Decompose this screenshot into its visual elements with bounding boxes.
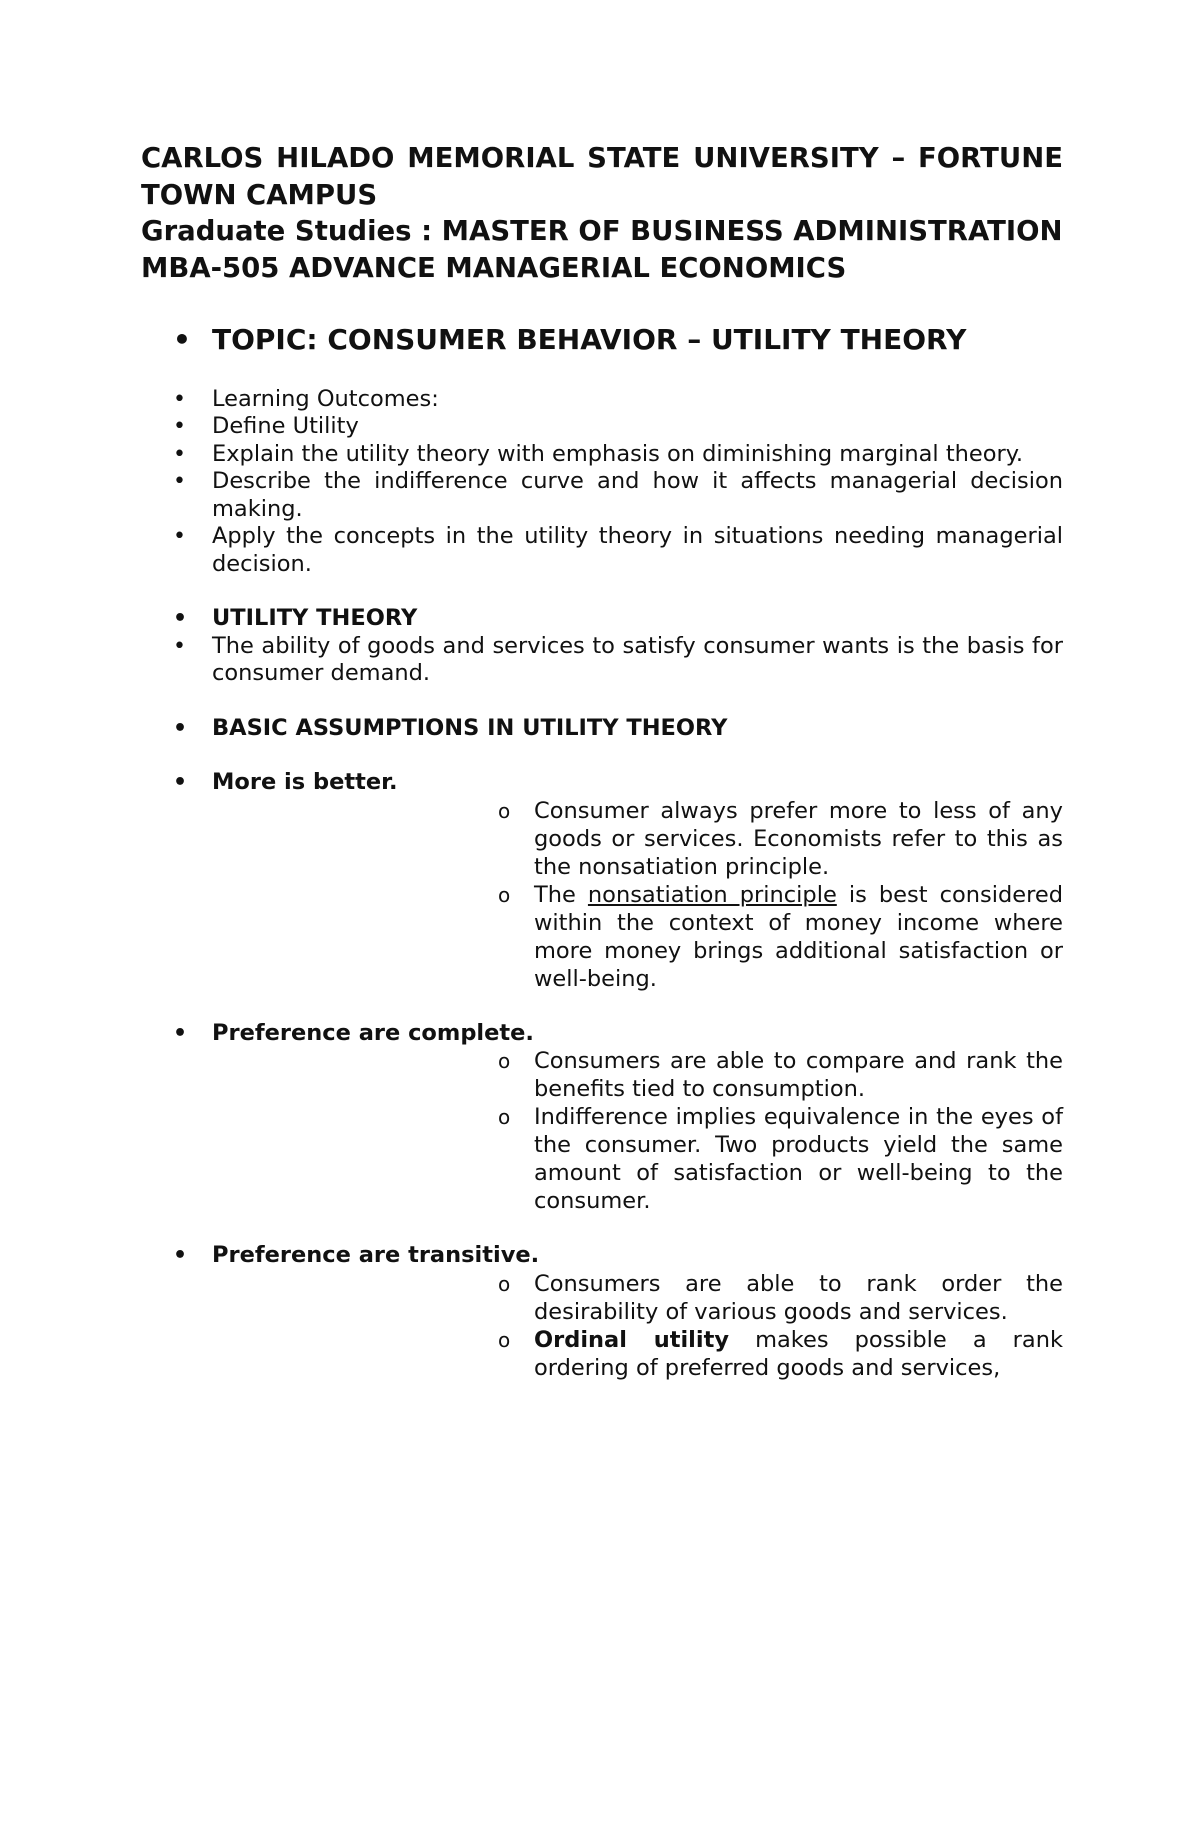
list-item: • Apply the concepts in the utility theory in situations needing managerial decision. — [141, 523, 1063, 578]
learning-outcomes-heading: • Learning Outcomes: — [141, 386, 1063, 414]
utility-theory-text: • The ability of goods and services to satisfy consumer wants is the basis for consumer demand. — [141, 633, 1063, 688]
sub-item: o Consumers are able to rank order the desirability of various goods and services. — [494, 1270, 1063, 1326]
sub-item — [494, 881, 1063, 993]
assumption-title: • Preference are complete. — [141, 1020, 1063, 1048]
sub-item: o Consumer always prefer more to less of any goods or services. Economists refer to this as the nonsatiation principle. — [494, 797, 1063, 881]
assumptions-heading: • BASIC ASSUMPTIONS IN UTILITY THEORY — [141, 715, 1063, 743]
list-item: • Explain the utility theory with emphasis on diminishing marginal theory. — [141, 441, 1063, 469]
learning-outcomes-list — [141, 386, 1063, 579]
assumptions-heading-list — [141, 715, 1063, 743]
assumption-title: • Preference are transitive. — [141, 1242, 1063, 1270]
assumption-complete — [141, 1020, 1063, 1048]
utility-theory-list — [141, 605, 1063, 688]
assumption-more-is-better — [141, 769, 1063, 797]
sub-item: o Consumers are able to compare and rank the benefits tied to consumption. — [494, 1047, 1063, 1103]
topic-heading: • TOPIC: CONSUMER BEHAVIOR – UTILITY THEORY — [141, 322, 1063, 359]
utility-theory-heading: • UTILITY THEORY — [141, 605, 1063, 633]
sub-item-text: is best considered within the context of money income where more money brings additional satisfaction or well-being. — [534, 881, 1064, 992]
assumption-transitive — [141, 1242, 1063, 1270]
list-item: • Define Utility — [141, 413, 1063, 441]
assumption-title: • More is better. — [141, 769, 1063, 797]
document-page — [141, 140, 1063, 1382]
course-header: MBA-505 ADVANCE MANAGERIAL ECONOMICS — [141, 251, 847, 284]
sub-item — [494, 1326, 1063, 1382]
topic-list — [141, 322, 1063, 359]
ordinal-utility-term: Ordinal utility — [534, 1326, 730, 1353]
sub-item-text: The — [534, 881, 588, 908]
sub-item: o Indifference implies equivalence in the eyes of the consumer. Two products yield the same amount of satisfaction or well-being to the consumer. — [494, 1103, 1063, 1215]
university-header: CARLOS HILADO MEMORIAL STATE UNIVERSITY – FORTUNE TOWN CAMPUS — [141, 142, 1063, 211]
nonsatiation-principle-term: nonsatiation principle — [587, 881, 837, 908]
list-item: • Describe the indifference curve and how it affects managerial decision making. — [141, 468, 1063, 523]
program-header: Graduate Studies : MASTER OF BUSINESS ADMINISTRATION — [141, 215, 1063, 247]
sub-item-text: makes possible a rank ordering of preferred goods and services, — [534, 1326, 1063, 1381]
